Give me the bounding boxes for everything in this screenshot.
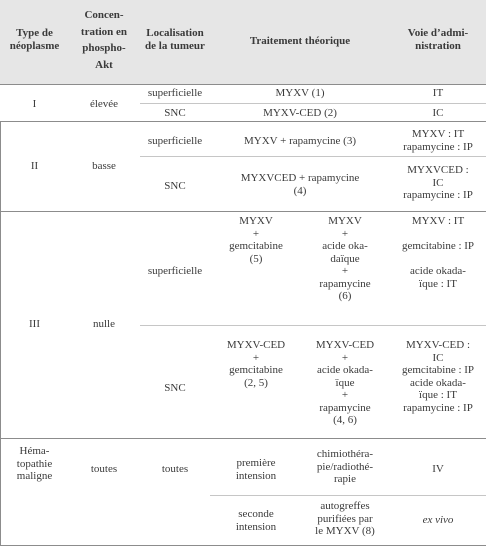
row4-voie-1: IV	[432, 463, 444, 475]
row4-voie-2: ex vivo	[422, 514, 454, 526]
row3-type: III	[29, 318, 40, 330]
row4-treat-2: autogreffes purifiées par le MYXV (8)	[315, 500, 375, 537]
row3-treat-2b: MYXV-CED + acide okada- ïque + rapamycine (4, 6)	[315, 339, 375, 426]
header-voie: Voie d’admi- nistration	[407, 27, 469, 52]
row4-phase-1: première intension	[235, 457, 277, 482]
row1-treat-1: MYXV (1)	[275, 87, 325, 99]
subrow-divider	[140, 156, 486, 157]
row3-treat-1a: MYXV + gemcitabine (5)	[229, 215, 283, 265]
row-divider	[0, 438, 486, 439]
row2-loc-2: SNC	[164, 180, 186, 192]
row4-phase-2: seconde intension	[235, 508, 277, 533]
row1-voie-1: IT	[432, 87, 444, 99]
row3-voie-1: MYXV : IT gemcitabine : IP acide okada- ïque : IT	[401, 215, 475, 290]
row4-treat-1: chimiothéra- pie/radiothé- rapie	[316, 448, 374, 485]
header-type: Type de néoplasme	[9, 27, 60, 52]
row4-localisation: toutes	[161, 463, 189, 475]
row1-type: I	[32, 98, 37, 110]
row2-treat-2: MYXVCED + rapamycine (4)	[240, 172, 360, 197]
row3-concentration: nulle	[93, 318, 115, 330]
row1-voie-2: IC	[432, 107, 444, 119]
row2-type: II	[30, 160, 39, 172]
row1-loc-2: SNC	[164, 107, 186, 119]
row2-concentration: basse	[92, 160, 116, 172]
subrow-divider	[140, 325, 486, 326]
header-concentration: Concen- tration en phospho- Akt	[80, 9, 128, 71]
row2-voie-1: MYXV : IT rapamycine : IP	[403, 128, 473, 153]
header-traitement: Traitement théorique	[249, 35, 351, 47]
row3-treat-2a: MYXV-CED + gemcitabine (2, 5)	[226, 339, 286, 389]
header-divider	[0, 84, 486, 85]
table-left-border	[0, 121, 1, 546]
row3-voie-2: MYXV-CED : IC gemcitabine : IP acide okada- ïque : IT rapamycine : IP	[401, 339, 475, 414]
row2-treat-1: MYXV + rapamycine (3)	[244, 135, 356, 147]
row1-treat-2: MYXV-CED (2)	[263, 107, 337, 119]
row1-loc-1: superficielle	[147, 87, 203, 99]
row3-treat-1b: MYXV + acide oka- daïque + rapamycine (6)	[319, 215, 371, 302]
row3-loc-1: superficielle	[147, 265, 203, 277]
row-divider	[0, 211, 486, 212]
row-divider	[0, 121, 486, 122]
row2-loc-1: superficielle	[147, 135, 203, 147]
header-localisation: Localisation de la tumeur	[145, 27, 205, 52]
row1-concentration: élevée	[89, 98, 119, 110]
subrow-divider	[140, 103, 486, 104]
subrow-divider	[210, 495, 486, 496]
row3-loc-2: SNC	[164, 382, 186, 394]
row4-concentration: toutes	[90, 463, 118, 475]
row2-voie-2: MYXVCED : IC rapamycine : IP	[403, 164, 473, 201]
row4-type: Héma- topathie maligne	[16, 445, 53, 482]
